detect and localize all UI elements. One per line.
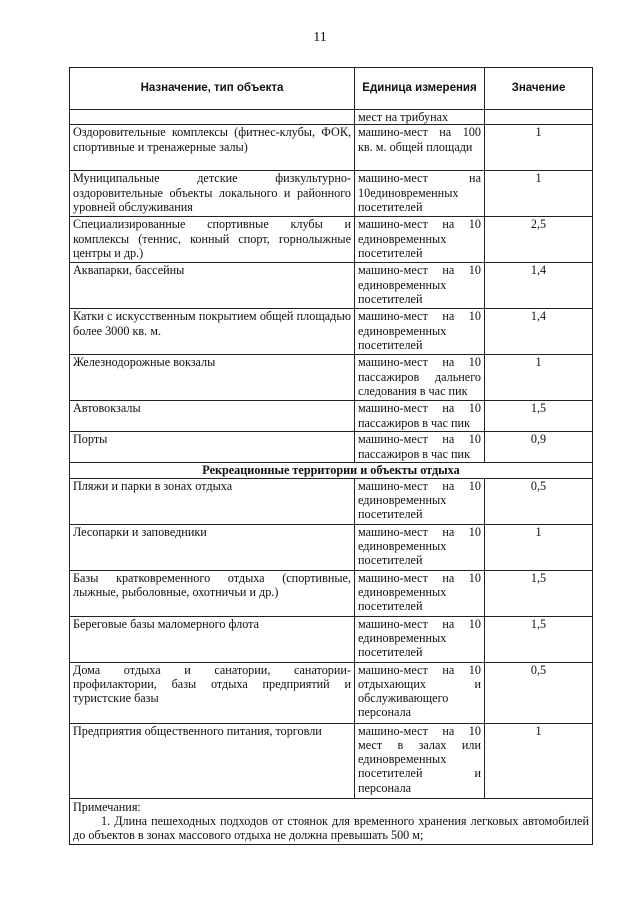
cell-name: Базы кратковременного отдыха (спортивные, лыжные, рыболовные, охотничьи и др.) bbox=[70, 570, 355, 616]
table-row bbox=[70, 309, 593, 355]
table-row bbox=[70, 125, 593, 171]
cell-value: 1,5 bbox=[485, 570, 593, 616]
column-header-value: Значение bbox=[485, 68, 593, 110]
cell-value: 1,4 bbox=[485, 263, 593, 309]
table-row bbox=[70, 662, 593, 723]
cell-name: Оздоровительные комплексы (фитнес-клубы, ФОК, спортивные и тренажерные залы) bbox=[70, 125, 355, 171]
cell-name: Предприятия общественного питания, торговли bbox=[70, 723, 355, 798]
section-header-row bbox=[70, 463, 593, 478]
cell-name: Порты bbox=[70, 432, 355, 463]
cell-value: 0,5 bbox=[485, 662, 593, 723]
column-header-object-type: Назначение, тип объекта bbox=[70, 68, 355, 110]
table-row bbox=[70, 723, 593, 798]
cell-name bbox=[70, 110, 355, 125]
cell-value: 1,5 bbox=[485, 616, 593, 662]
cell-unit: машино-мест на 10 единовременных посетителей bbox=[355, 524, 485, 570]
table-row bbox=[70, 432, 593, 463]
cell-value: 0,9 bbox=[485, 432, 593, 463]
table-row-carryover bbox=[70, 110, 593, 125]
cell-unit: машино-мест на 10 мест в залах или единовременных посетителей и персонала bbox=[355, 723, 485, 798]
parking-norms-table bbox=[69, 67, 593, 845]
cell-unit: машино-мест на 10 единовременных посетителей bbox=[355, 217, 485, 263]
notes-title: Примечания: bbox=[73, 799, 141, 814]
table-row bbox=[70, 570, 593, 616]
cell-name: Специализированные спортивные клубы и комплексы (теннис, конный спорт, горнолыжные центры и др.) bbox=[70, 217, 355, 263]
cell-name: Дома отдыха и санатории, санатории-профилактории, базы отдыха предприятий и туристские базы bbox=[70, 662, 355, 723]
notes-cell bbox=[70, 798, 593, 845]
column-header-unit: Единица измерения bbox=[355, 68, 485, 110]
cell-name: Аквапарки, бассейны bbox=[70, 263, 355, 309]
table-row bbox=[70, 524, 593, 570]
cell-name: Катки с искусственным покрытием общей площадью более 3000 кв. м. bbox=[70, 309, 355, 355]
cell-unit: машино-мест на 10 единовременных посетителей bbox=[355, 263, 485, 309]
table-header-row bbox=[70, 68, 593, 110]
cell-name: Береговые базы маломерного флота bbox=[70, 616, 355, 662]
cell-unit: машино-мест на 100 кв. м. общей площади bbox=[355, 125, 485, 171]
notes-row bbox=[70, 798, 593, 845]
cell-value: 1 bbox=[485, 723, 593, 798]
table-row bbox=[70, 478, 593, 524]
cell-value: 1 bbox=[485, 125, 593, 171]
cell-value bbox=[485, 110, 593, 125]
table-row bbox=[70, 355, 593, 401]
cell-value: 0,5 bbox=[485, 478, 593, 524]
cell-unit: машино-мест на 10 единовременных посетителей bbox=[355, 478, 485, 524]
cell-unit: машино-мест на 10 единовременных посетителей bbox=[355, 309, 485, 355]
cell-unit: машино-мест на 10 отдыхающих и обслуживающего персонала bbox=[355, 662, 485, 723]
cell-name: Пляжи и парки в зонах отдыха bbox=[70, 478, 355, 524]
cell-value: 1,5 bbox=[485, 401, 593, 432]
table-row bbox=[70, 263, 593, 309]
cell-name: Железнодорожные вокзалы bbox=[70, 355, 355, 401]
cell-value: 1,4 bbox=[485, 309, 593, 355]
cell-value: 1 bbox=[485, 524, 593, 570]
cell-unit: машино-мест на 10 единовременных посетителей bbox=[355, 616, 485, 662]
section-title: Рекреационные территории и объекты отдыха bbox=[70, 463, 593, 478]
cell-name: Муниципальные детские физкультурно-оздоровительные объекты локального и районного уровней обслуживания bbox=[70, 171, 355, 217]
cell-unit: машино-мест на 10 пассажиров в час пик bbox=[355, 432, 485, 463]
cell-value: 1 bbox=[485, 355, 593, 401]
table-row bbox=[70, 217, 593, 263]
page-number: 11 bbox=[313, 30, 327, 45]
cell-value: 1 bbox=[485, 171, 593, 217]
cell-unit: машино-мест на 10единовременных посетителей bbox=[355, 171, 485, 217]
cell-unit: мест на трибунах bbox=[355, 110, 485, 125]
table-row bbox=[70, 616, 593, 662]
cell-name: Автовокзалы bbox=[70, 401, 355, 432]
cell-name: Лесопарки и заповедники bbox=[70, 524, 355, 570]
cell-unit: машино-мест на 10 пассажиров дальнего следования в час пик bbox=[355, 355, 485, 401]
table-row bbox=[70, 171, 593, 217]
cell-unit: машино-мест на 10 единовременных посетителей bbox=[355, 570, 485, 616]
cell-value: 2,5 bbox=[485, 217, 593, 263]
table-row bbox=[70, 401, 593, 432]
note-item: 1. Длина пешеходных подходов от стоянок для временного хранения легковых автомобилей до объектов в зонах массового отдыха не должна превышать 500 м; bbox=[73, 813, 589, 843]
cell-unit: машино-мест на 10 пассажиров в час пик bbox=[355, 401, 485, 432]
